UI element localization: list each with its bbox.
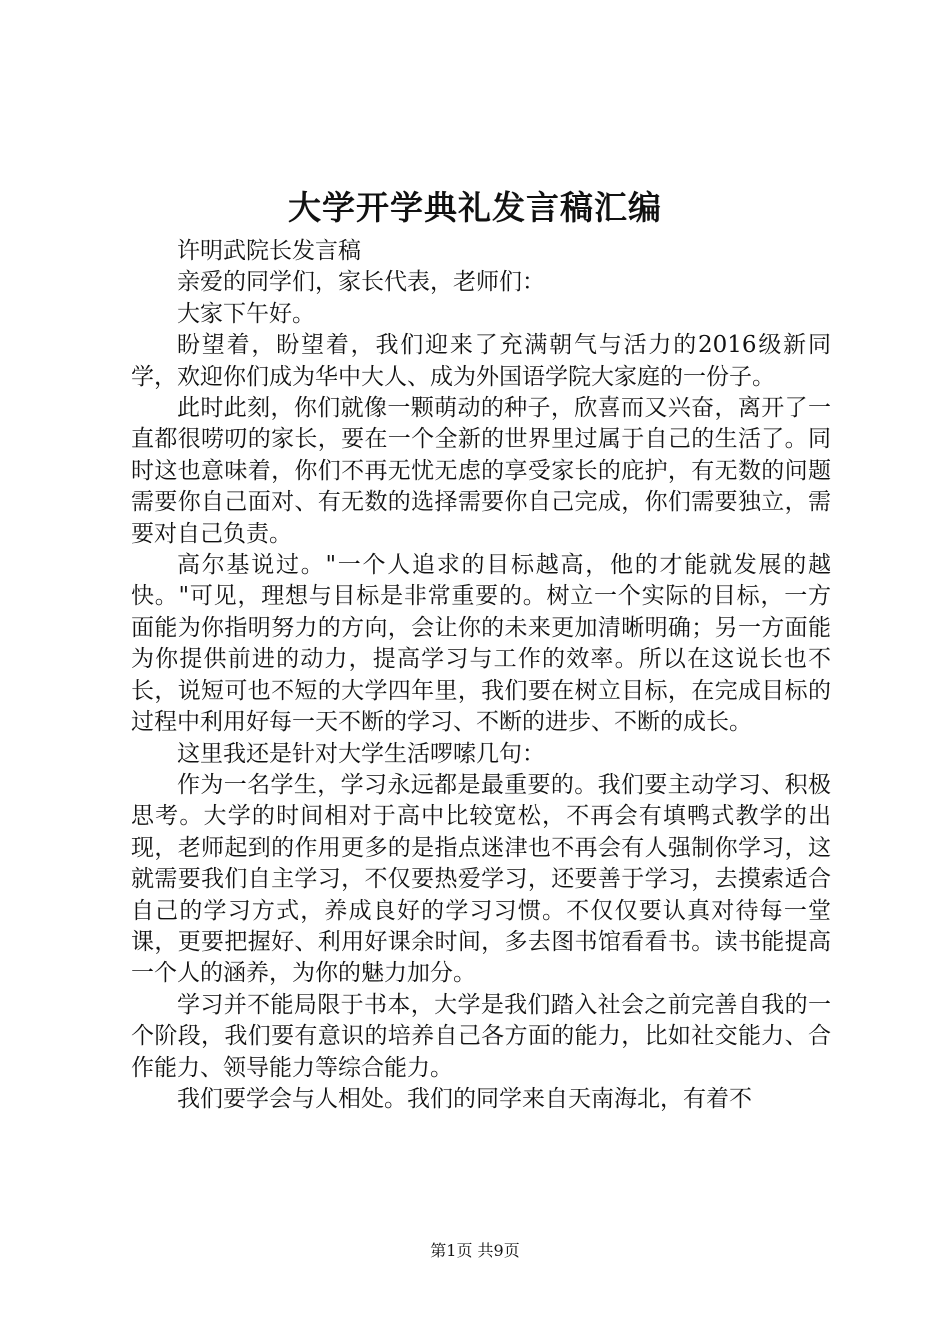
- paragraph: 此时此刻，你们就像一颗萌动的种子，欣喜而又兴奋，离开了一直都很唠叨的家长，要在一个全新的世界里过属于自己的生活了。同时这也意味着，你们不再无忧无虑的享受家长的庇护，有无数的问题需要你自己面对、有无数的选择需要你自己完成，你们需要独立，需要对自己负责。: [131, 395, 831, 547]
- paragraph: 学习并不能局限于书本，大学是我们踏入社会之前完善自我的一个阶段，我们要有意识的培养自己各方面的能力，比如社交能力、合作能力、领导能力等综合能力。: [131, 991, 831, 1081]
- paragraph: 这里我还是针对大学生活啰嗦几句：: [177, 740, 545, 767]
- paragraph: 作为一名学生，学习永远都是最重要的。我们要主动学习、积极思考。大学的时间相对于高中比较宽松，不再会有填鸭式教学的出现，老师起到的作用更多的是指点迷津也不再会有人强制你学习，这就需要我们自主学习，不仅要热爱学习，还要善于学习，去摸索适合自己的学习方式，养成良好的学习习惯。不仅仅要认真对待每一堂课，更要把握好、利用好课余时间，多去图书馆看看书。读书能提高一个人的涵养，为你的魅力加分。: [131, 771, 831, 987]
- paragraph-salutation: 亲爱的同学们，家长代表，老师们：: [177, 269, 545, 296]
- paragraph-heading: 许明武院长发言稿: [177, 238, 361, 264]
- document-body: [131, 236, 831, 1115]
- paragraph-greeting: 大家下午好。: [177, 300, 315, 327]
- paragraph: 我们要学会与人相处。我们的同学来自天南海北，有着不: [177, 1085, 752, 1112]
- document-title: 大学开学典礼发言稿汇编: [288, 188, 662, 227]
- paragraph: 高尔基说过。"一个人追求的目标越高，他的才能就发展的越快。"可见，理想与目标是非常重要的。树立一个实际的目标，一方面能为你指明努力的方向，会让你的未来更加清晰明确；另一方面能为你提供前进的动力，提高学习与工作的效率。所以在这说长也不长，说短可也不短的大学四年里，我们要在树立目标，在完成目标的过程中利用好每一天不断的学习、不断的进步、不断的成长。: [131, 552, 831, 736]
- page-number-footer: 第1页 共9页: [430, 1241, 520, 1260]
- paragraph: 盼望着，盼望着，我们迎来了充满朝气与活力的2016级新同学，欢迎你们成为华中大人、成为外国语学院大家庭的一份子。: [131, 332, 831, 390]
